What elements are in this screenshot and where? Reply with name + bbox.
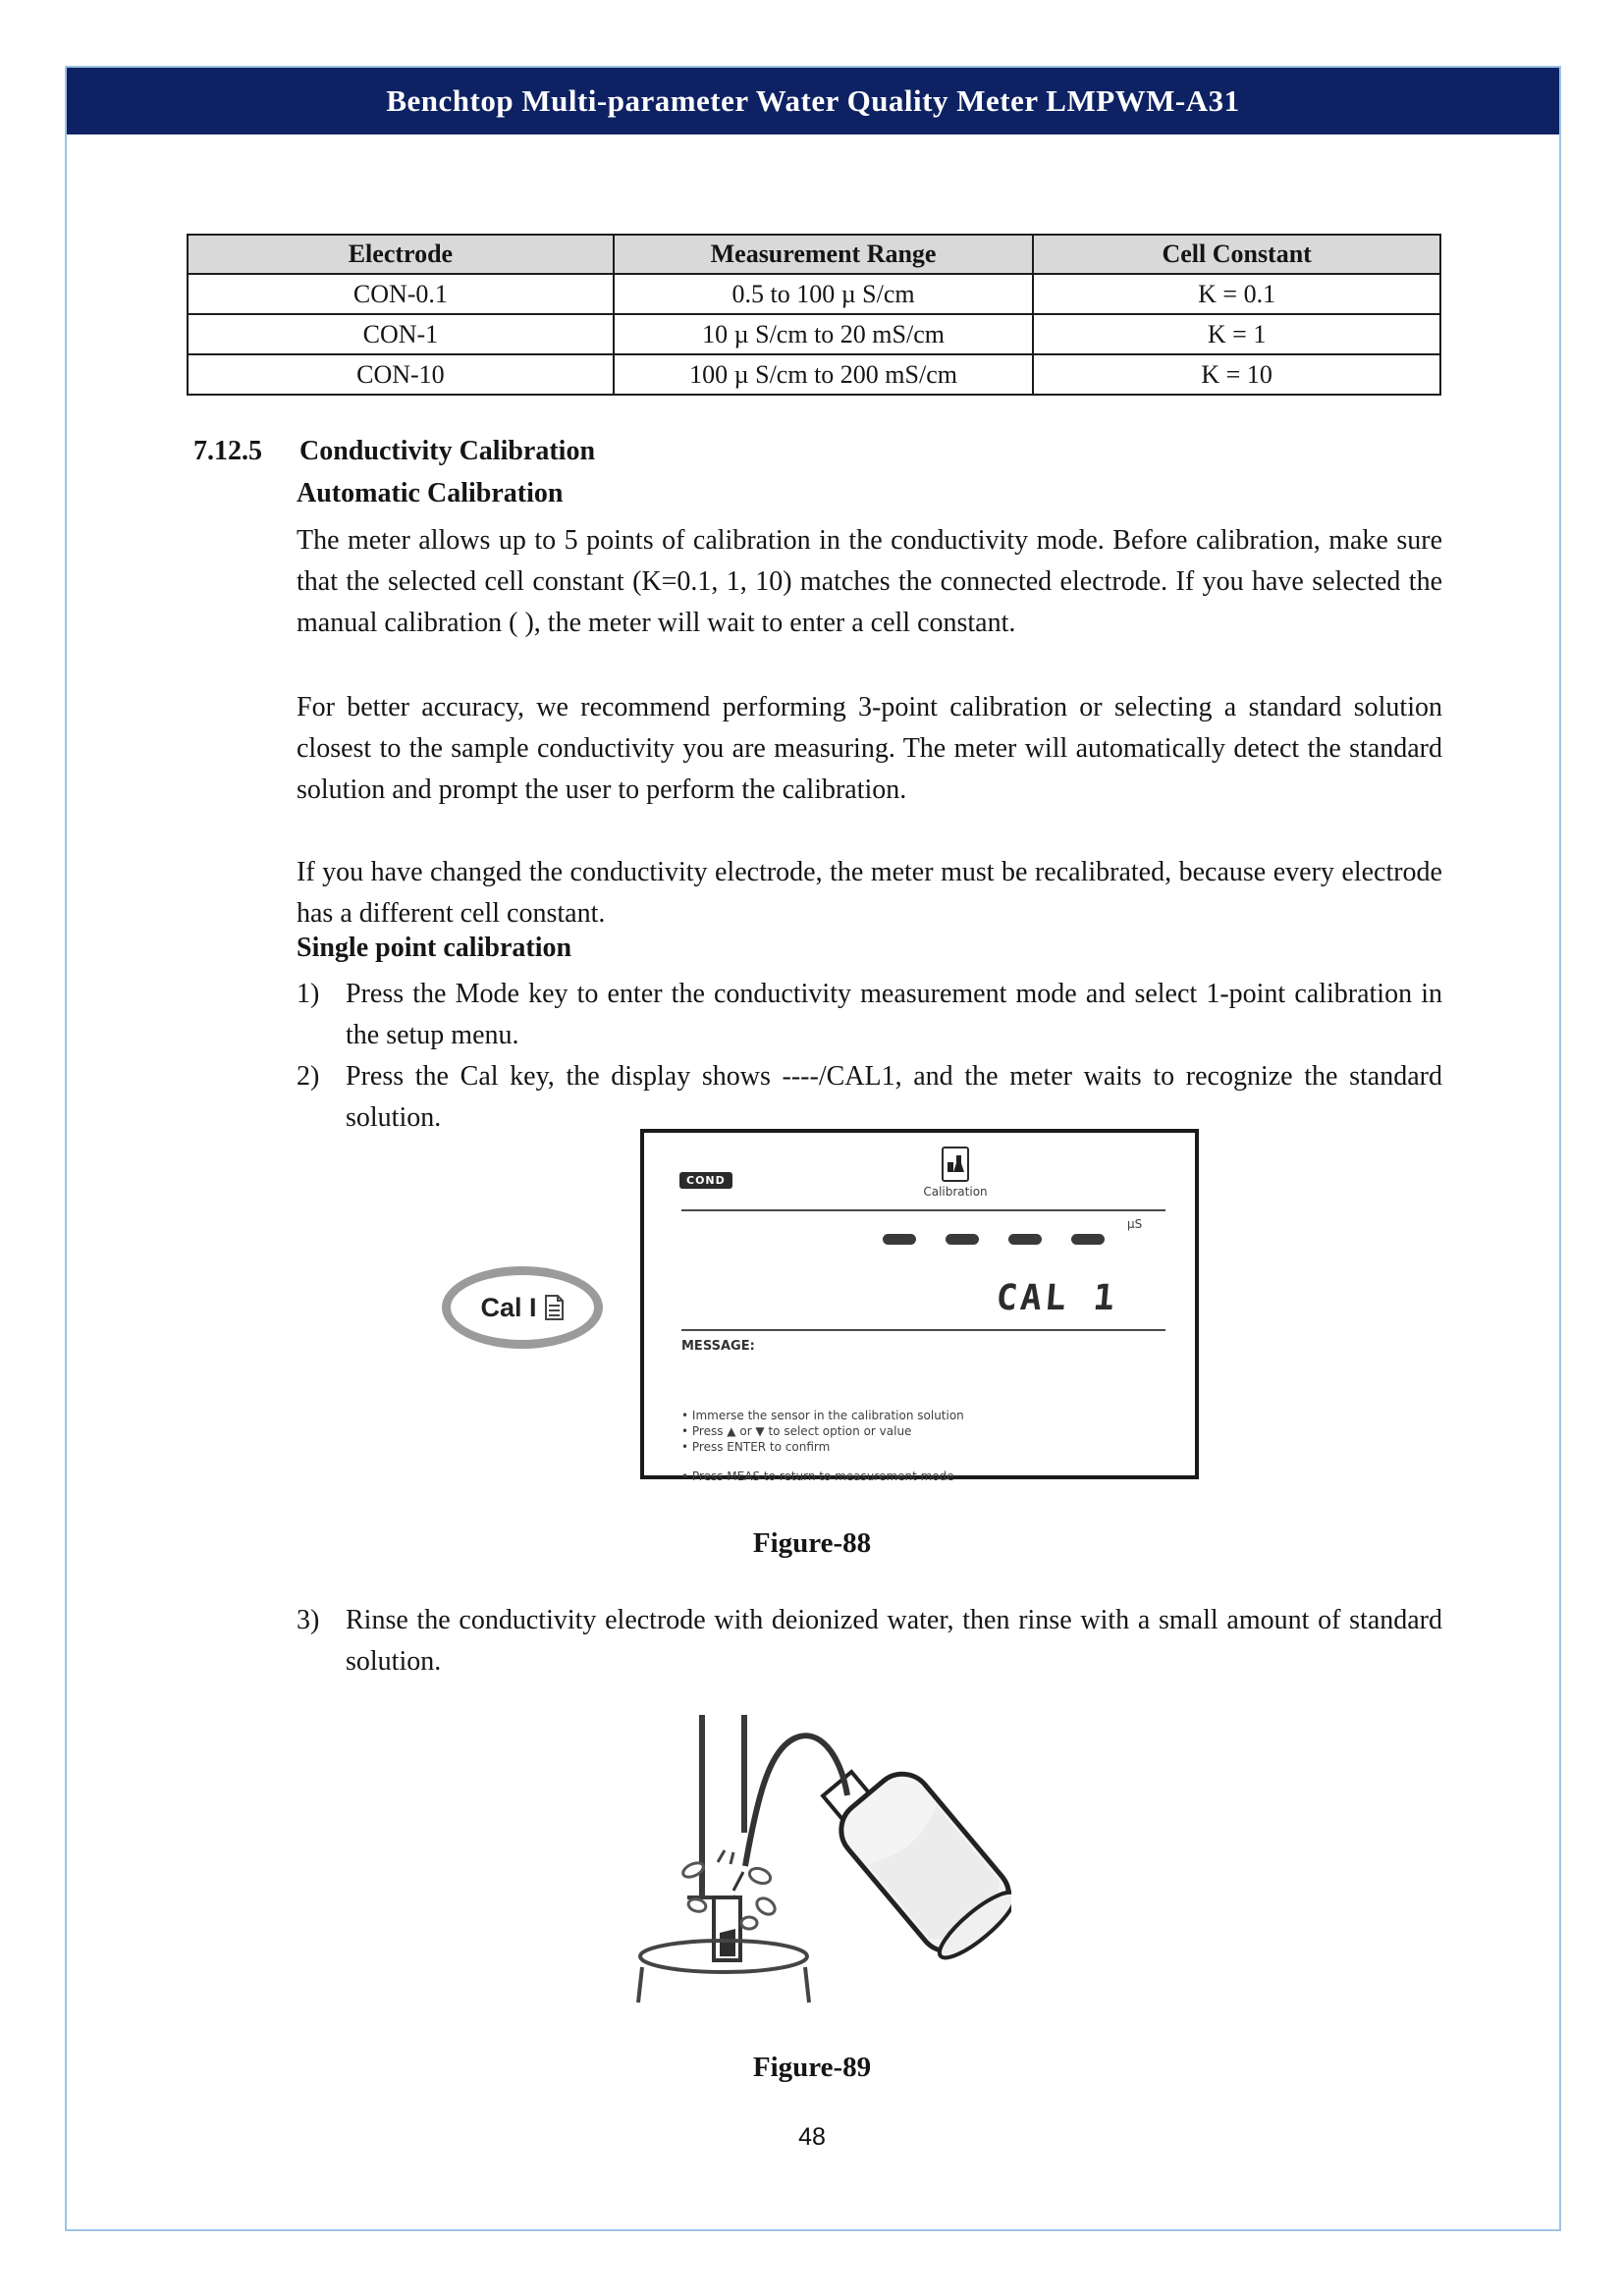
document-icon [544, 1295, 565, 1320]
page-header [67, 68, 1559, 134]
paragraph-1: The meter allows up to 5 points of calibration in the conductivity mode. Before calibration, make sure that the selected cell constant (K=0.1, 1, 10) matches the connected electrode. If you have selected the manual calibration ( ), the meter will wait to enter a cell constant. [297, 525, 1442, 638]
table-row [188, 314, 1440, 354]
cell-constant: K = 0.1 [1033, 274, 1440, 314]
figure-88 [432, 1119, 1218, 1512]
page-number: 48 [798, 2123, 826, 2151]
col-header-electrode: Electrode [188, 235, 614, 274]
electrode-table [187, 234, 1441, 396]
paragraph-2: For better accuracy, we recommend performing 3-point calibration or selecting a standard solution closest to the sample conductivity you are measuring. The meter will automatically detect the standard solution and prompt the user to perform the calibration. [297, 692, 1442, 805]
droplet [687, 1897, 707, 1913]
cell-electrode: CON-0.1 [188, 274, 614, 314]
calibration-icon [942, 1147, 969, 1182]
figure-89 [609, 1711, 1011, 2010]
section-number: 7.12.5 [193, 436, 262, 466]
rinse-illustration [609, 1711, 1011, 2010]
display-dash [1071, 1234, 1105, 1245]
droplet [754, 1896, 778, 1918]
figure-88-caption: Figure-88 [752, 1527, 872, 1559]
list-item-3 [297, 1600, 1442, 1682]
list-text: Press the Mode key to enter the conductivity measurement mode and select 1-point calibration in the setup menu. [346, 979, 1442, 1050]
table-row [188, 274, 1440, 314]
message-label: MESSAGE: [681, 1339, 755, 1354]
cal-key-button-illustration [442, 1266, 603, 1349]
cell-range: 100 µ S/cm to 200 mS/cm [614, 354, 1033, 395]
display-divider-bottom [681, 1329, 1165, 1331]
table-header-row [188, 235, 1440, 274]
display-divider-top [681, 1209, 1165, 1211]
calibration-label: Calibration [923, 1185, 988, 1199]
instruction-line: • Press ENTER to confirm [681, 1439, 964, 1455]
cond-mode-badge: COND [679, 1172, 732, 1189]
cell-constant: K = 10 [1033, 354, 1440, 395]
page-title: Benchtop Multi-parameter Water Quality Meter LMPWM-A31 [386, 83, 1240, 118]
subheading-single-point-calibration: Single point calibration [297, 933, 572, 963]
unit-label: µS [1127, 1217, 1143, 1231]
droplet [741, 1917, 757, 1929]
cell-electrode: CON-1 [188, 314, 614, 354]
cell-range: 10 µ S/cm to 20 mS/cm [614, 314, 1033, 354]
display-dash [883, 1234, 916, 1245]
beaker-wall [638, 1967, 642, 2002]
splash-line [731, 1852, 733, 1864]
section-heading [193, 436, 595, 467]
droplet [747, 1866, 772, 1887]
cell-range: 0.5 to 100 µ S/cm [614, 274, 1033, 314]
list-number: 1) [297, 979, 320, 1009]
display-dash [1008, 1234, 1042, 1245]
list-number: 2) [297, 1061, 320, 1092]
beaker-wall [805, 1967, 809, 2002]
cal-key-label: Cal I [480, 1292, 537, 1322]
col-header-cell-constant: Cell Constant [1033, 235, 1440, 274]
splash-line [718, 1850, 725, 1862]
figure-89-caption: Figure-89 [752, 2052, 872, 2083]
list-text: Press the Cal key, the display shows ----/CAL1, and the meter waits to recognize the standard solution. [346, 1061, 1442, 1133]
calibration-glyph [947, 1152, 964, 1176]
display-dash [946, 1234, 979, 1245]
cell-electrode: CON-10 [188, 354, 614, 395]
list-item-1 [297, 974, 1442, 1056]
water-stream [733, 1872, 743, 1891]
col-header-measurement-range: Measurement Range [614, 235, 1033, 274]
display-value: CAL 1 [994, 1278, 1119, 1318]
instruction-line: • Press ▲ or ▼ to select option or value [681, 1423, 964, 1439]
meter-display-panel [640, 1129, 1199, 1483]
subheading-automatic-calibration: Automatic Calibration [297, 478, 564, 508]
instruction-line: • Immerse the sensor in the calibration solution [681, 1408, 964, 1423]
table-row [188, 354, 1440, 395]
cell-constant: K = 1 [1033, 314, 1440, 354]
section-title: Conductivity Calibration [299, 436, 596, 466]
display-dashes [883, 1234, 1105, 1245]
display-instructions [681, 1408, 964, 1484]
paragraph-3: If you have changed the conductivity electrode, the meter must be recalibrated, because every electrode has a different cell constant. [297, 857, 1442, 929]
instruction-line: • Press MEAS to return to measurement mode [681, 1468, 964, 1484]
list-number: 3) [297, 1605, 320, 1635]
list-text: Rinse the conductivity electrode with deionized water, then rinse with a small amount of standard solution. [346, 1605, 1442, 1677]
